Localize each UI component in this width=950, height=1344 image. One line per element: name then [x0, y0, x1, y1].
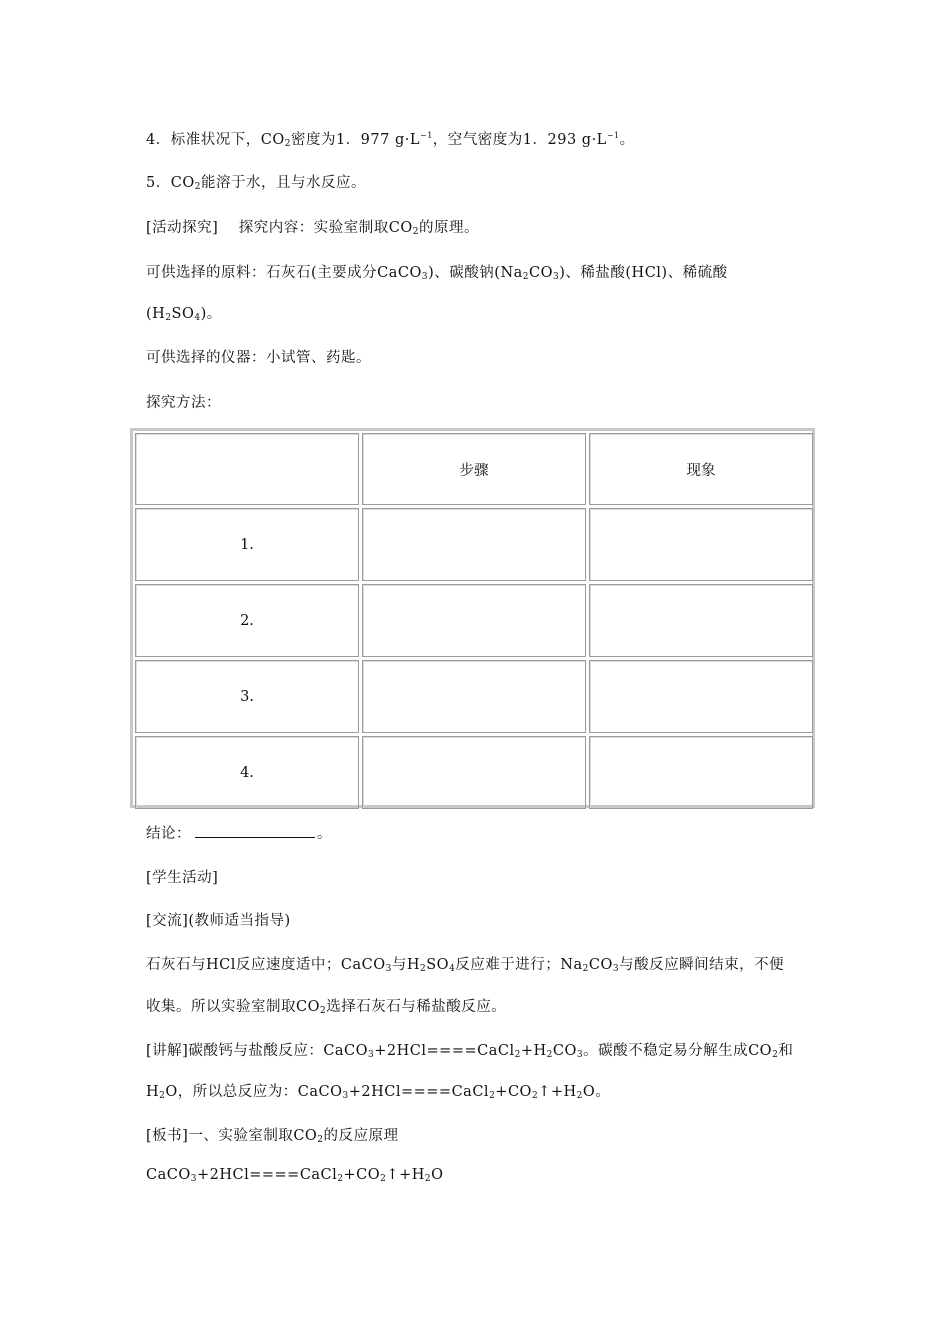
student-activity-heading: [学生活动]: [146, 870, 219, 886]
table-cell: [362, 508, 586, 581]
paragraph-co2-density: 4．标准状况下，$CO_2$密度为1．977 $g\cdot L^{-1}$，空气密度为1．293 $g\cdot L^{-1}$。: [146, 131, 635, 149]
activity-heading: [活动探究] 探究内容：实验室制取$CO_2$的原理。: [146, 220, 479, 237]
table-row-label: 2.: [135, 584, 359, 657]
exchange-heading: [交流](教师适当指导): [146, 913, 291, 929]
table-cell: [589, 736, 813, 809]
table-header-steps: 步骤: [362, 433, 586, 505]
table-header-empty: [135, 433, 359, 505]
method-label: 探究方法：: [146, 395, 221, 411]
table-cell: [362, 736, 586, 809]
table-row-label: 1.: [135, 508, 359, 581]
table-row-label: 4.: [135, 736, 359, 809]
conclusion-line: 结论： 。: [146, 826, 332, 842]
conclusion-blank: [195, 825, 315, 838]
exchange-text-line-1: 石灰石与HCl反应速度适中；CaCO$_3$与$H_2SO_4$反应难于进行；$Na_2CO_3$与酸反应瞬间结束，不便: [146, 957, 785, 974]
table-row-label: 3.: [135, 660, 359, 733]
table-cell: [362, 660, 586, 733]
materials-line-1: 可供选择的原料：石灰石(主要成分CaCO$_3$)、碳酸钠$(Na_2CO_3)$、稀盐酸(HCl)、稀硫酸: [146, 265, 728, 282]
experiment-table: [130, 428, 815, 808]
lecture-line-1: [讲解]碳酸钙与盐酸反应：$CaCO_3+2HCl====CaCl_2+H_2CO_3$。碳酸不稳定易分解生成$CO_2$和: [146, 1043, 794, 1060]
table-cell: [589, 660, 813, 733]
table-header-phenomena: 现象: [589, 433, 813, 505]
lecture-line-2: $H_2O$，所以总反应为：$CaCO_3+2HCl====CaCl_2+CO_2↑+H_2O$。: [146, 1084, 611, 1101]
reaction-equation: $CaCO_3+2HCl====CaCl_2+CO_2↑+H_2O$: [146, 1167, 444, 1184]
table-cell: [589, 584, 813, 657]
instruments-line: 可供选择的仪器：小试管、药匙。: [146, 350, 371, 366]
exchange-text-line-2: 收集。所以实验室制取$CO_2$选择石灰石与稀盐酸反应。: [146, 999, 507, 1016]
table-cell: [589, 508, 813, 581]
materials-line-2: $(H_2SO_4)$。: [146, 306, 222, 323]
table-cell: [362, 584, 586, 657]
board-heading: [板书]一、实验室制取$CO_2$的反应原理: [146, 1128, 399, 1145]
paragraph-co2-solubility: 5．$CO_2$能溶于水，且与水反应。: [146, 175, 366, 192]
